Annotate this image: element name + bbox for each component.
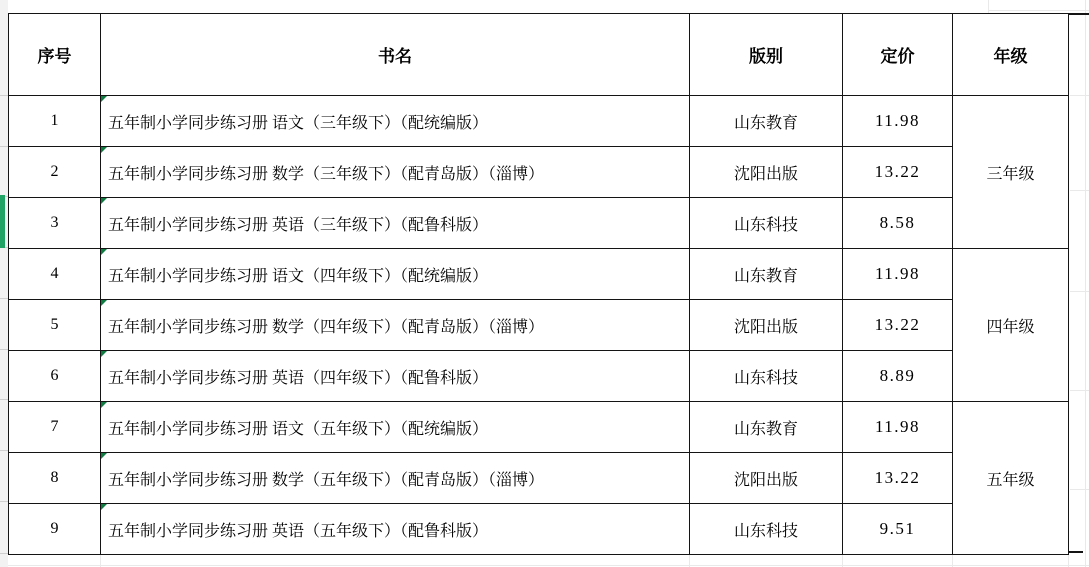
col-header-publisher[interactable]: 版别 — [690, 14, 843, 96]
cell-title-text: 五年制小学同步练习册 语文（五年级下）（配统编版） — [108, 420, 489, 438]
table-top-border-extension — [1068, 13, 1089, 15]
row-boundary-tick — [0, 298, 8, 299]
row-boundary-tick — [0, 450, 8, 451]
row-boundary-tick — [0, 349, 8, 350]
comment-marker-icon — [101, 96, 107, 102]
cell-no[interactable]: 6 — [9, 351, 101, 402]
cell-price[interactable]: 8.58 — [843, 198, 953, 249]
sheet-gridline — [988, 10, 1089, 11]
cell-price[interactable]: 11.98 — [843, 249, 953, 300]
cell-price[interactable]: 9.51 — [843, 504, 953, 555]
table-row — [9, 198, 1069, 249]
cell-no[interactable]: 8 — [9, 453, 101, 504]
cell-title[interactable] — [101, 198, 690, 249]
comment-marker-icon — [101, 351, 107, 357]
cell-publisher[interactable]: 沈阳出版 — [690, 147, 843, 198]
cell-publisher[interactable]: 沈阳出版 — [690, 300, 843, 351]
cell-no[interactable]: 5 — [9, 300, 101, 351]
cell-no[interactable]: 7 — [9, 402, 101, 453]
cell-title-text: 五年制小学同步练习册 英语（四年级下）（配鲁科版） — [108, 369, 489, 387]
cell-title[interactable] — [101, 249, 690, 300]
comment-marker-icon — [101, 249, 107, 255]
sheet-gridline — [1070, 489, 1089, 490]
col-header-price[interactable]: 定价 — [843, 14, 953, 96]
cell-no[interactable]: 2 — [9, 147, 101, 198]
cell-publisher[interactable]: 山东教育 — [690, 249, 843, 300]
cell-price[interactable]: 11.98 — [843, 96, 953, 147]
sheet-gridline — [1070, 291, 1089, 292]
cell-publisher[interactable]: 山东教育 — [690, 96, 843, 147]
col-header-no[interactable]: 序号 — [9, 14, 101, 96]
selected-row-indicator — [0, 195, 5, 248]
cell-publisher[interactable]: 山东科技 — [690, 504, 843, 555]
table-row — [9, 504, 1069, 555]
comment-marker-icon — [101, 300, 107, 306]
table-row — [9, 96, 1069, 147]
sheet-gridline — [952, 554, 953, 567]
row-boundary-tick — [0, 553, 8, 554]
cell-title[interactable] — [101, 402, 690, 453]
col-header-grade[interactable]: 年级 — [953, 14, 1069, 96]
cell-price[interactable]: 8.89 — [843, 351, 953, 402]
row-boundary-tick — [0, 399, 8, 400]
cell-grade-merged[interactable]: 四年级 — [953, 249, 1069, 402]
sheet-gridline — [1070, 390, 1089, 391]
cell-title-text: 五年制小学同步练习册 数学（四年级下）（配青岛版）（淄博） — [108, 318, 545, 336]
cell-grade-merged[interactable]: 三年级 — [953, 96, 1069, 249]
cell-publisher[interactable]: 山东教育 — [690, 402, 843, 453]
row-boundary-tick — [0, 501, 8, 502]
comment-marker-icon — [101, 453, 107, 459]
row-header-strip — [0, 0, 8, 567]
cell-no[interactable]: 3 — [9, 198, 101, 249]
cell-title-text: 五年制小学同步练习册 数学（五年级下）（配青岛版）（淄博） — [108, 471, 545, 489]
sheet-gridline — [8, 565, 1089, 566]
cell-price[interactable]: 13.22 — [843, 147, 953, 198]
sheet-gridline — [1085, 0, 1086, 567]
table-row — [9, 249, 1069, 300]
comment-marker-icon — [101, 504, 107, 510]
cell-no[interactable]: 4 — [9, 249, 101, 300]
table-row — [9, 453, 1069, 504]
cell-no[interactable]: 1 — [9, 96, 101, 147]
sheet-gridline — [1068, 554, 1069, 567]
cell-title-text: 五年制小学同步练习册 英语（三年级下）（配鲁科版） — [108, 216, 489, 234]
comment-marker-icon — [101, 147, 107, 153]
cell-title[interactable] — [101, 453, 690, 504]
cell-title[interactable] — [101, 351, 690, 402]
cell-price[interactable]: 13.22 — [843, 300, 953, 351]
cell-title-text: 五年制小学同步练习册 英语（五年级下）（配鲁科版） — [108, 522, 489, 540]
cell-publisher[interactable]: 沈阳出版 — [690, 453, 843, 504]
cell-title-text: 五年制小学同步练习册 数学（三年级下）（配青岛版）（淄博） — [108, 165, 545, 183]
cell-title-text: 五年制小学同步练习册 语文（四年级下）（配统编版） — [108, 267, 489, 285]
sheet-gridline — [988, 0, 989, 13]
row-boundary-tick — [0, 95, 8, 96]
book-price-table — [8, 13, 1069, 555]
cell-price[interactable]: 13.22 — [843, 453, 953, 504]
row-boundary-tick — [0, 146, 8, 147]
header-row — [9, 14, 1069, 96]
table-row — [9, 147, 1069, 198]
table-row — [9, 300, 1069, 351]
col-header-title[interactable]: 书名 — [101, 14, 690, 96]
cell-title[interactable] — [101, 300, 690, 351]
comment-marker-icon — [101, 402, 107, 408]
comment-marker-icon — [101, 198, 107, 204]
cell-title[interactable] — [101, 147, 690, 198]
cell-grade-merged[interactable]: 五年级 — [953, 402, 1069, 555]
cell-publisher[interactable]: 山东科技 — [690, 351, 843, 402]
sheet-gridline — [842, 554, 843, 567]
cell-title[interactable] — [101, 504, 690, 555]
cell-publisher[interactable]: 山东科技 — [690, 198, 843, 249]
table-row — [9, 402, 1069, 453]
sheet-gridline — [1070, 190, 1089, 191]
cell-title-text: 五年制小学同步练习册 语文（三年级下）（配统编版） — [108, 114, 489, 132]
table-row — [9, 351, 1069, 402]
cell-price[interactable]: 11.98 — [843, 402, 953, 453]
table-bottom-border-extension — [1068, 551, 1083, 553]
sheet-gridline — [689, 554, 690, 567]
cell-title[interactable] — [101, 96, 690, 147]
cell-no[interactable]: 9 — [9, 504, 101, 555]
sheet-gridline — [1070, 95, 1089, 96]
sheet-gridline — [100, 554, 101, 567]
